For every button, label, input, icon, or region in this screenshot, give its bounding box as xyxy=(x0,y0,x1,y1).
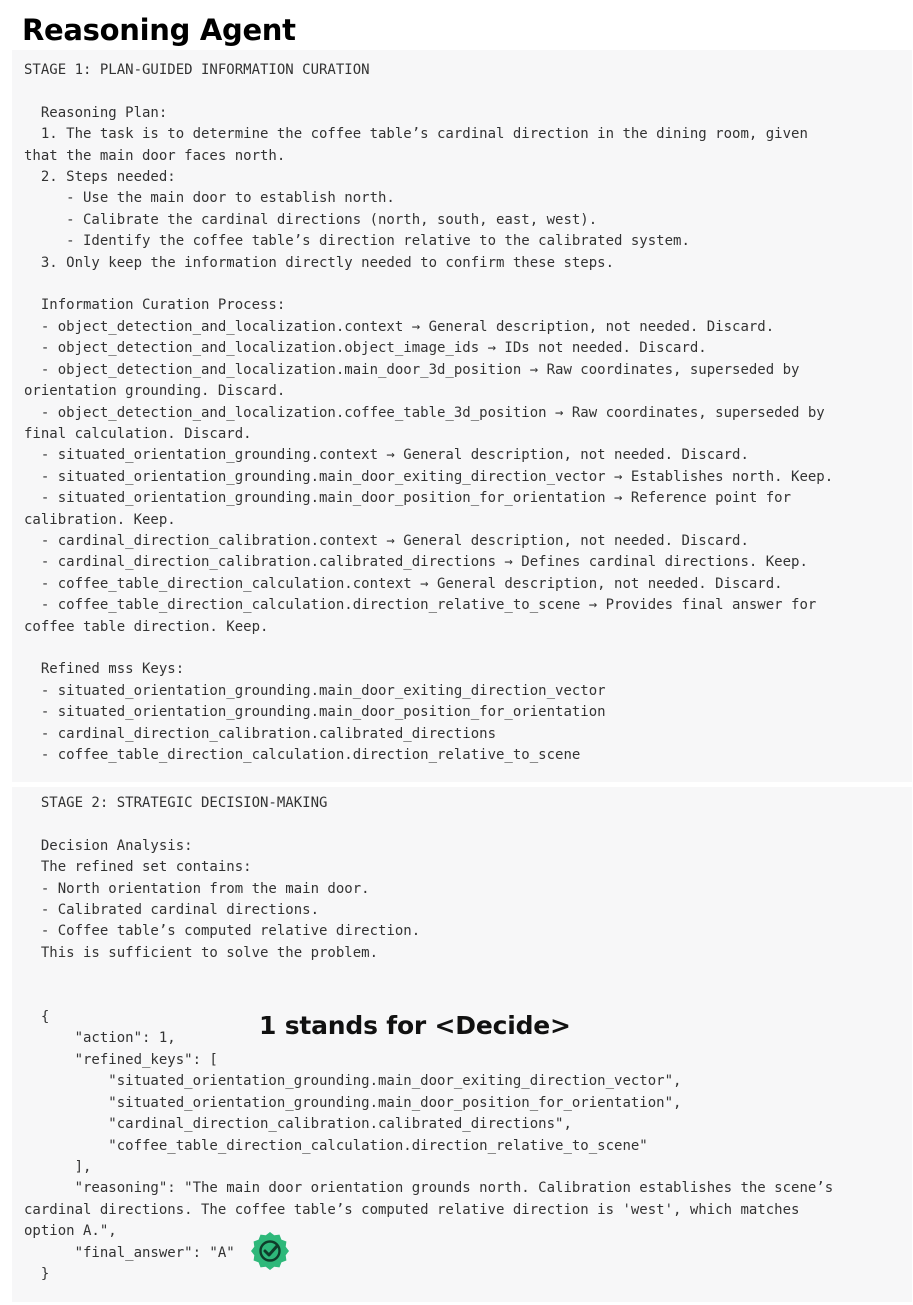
action-annotation: 1 stands for <Decide> xyxy=(259,1011,571,1040)
stage-1-text: STAGE 1: PLAN-GUIDED INFORMATION CURATION Reasoning Plan: 1. The task is to determine the coffee table’s cardinal direction in the dining room, given that the main door faces north. 2. Steps needed: - Use the main door to establish north. - Calibrate the cardinal directions (north, south, east, west). - Identify the coffee table’s direction relative to the calibrated system. 3. Only keep the information directly needed to confirm these steps. Information Curation Process: - object_detection_and_localization.context → General description, not needed. Discard. - object_detection_and_localization.object_image_ids → IDs not needed. Discard. - object_detection_and_localization.main_door_3d_position → Raw coordinates, superseded by orientation grounding. Discard. - object_detection_and_localization.coffee_table_3d_position → Raw coordinates, superseded by final calculation. Discard. - situated_orientation_grounding.context → General description, not needed. Discard. - situated_orientation_grounding.main_door_exiting_direction_vector → Establishes north. Keep. - situated_orientation_grounding.main_door_position_for_orientation → Reference point for calibration. Keep. - cardinal_direction_calibration.context → General description, not needed. Discard. - cardinal_direction_calibration.calibrated_directions → Defines cardinal directions. Keep. - coffee_table_direction_calculation.context → General description, not needed. Discard. - coffee_table_direction_calculation.direction_relative_to_scene → Provides final answer for coffee table direction. Keep. Refined mss Keys: - situated_orientation_grounding.main_door_exiting_direction_vector - situated_orientation_grounding.main_door_position_for_orientation - cardinal_direction_calibration.calibrated_directions - coffee_table_direction_calculation.direction_relative_to_scene xyxy=(24,62,834,763)
verified-check-icon xyxy=(250,1230,290,1270)
page-title: Reasoning Agent xyxy=(22,13,296,47)
stage-1-panel xyxy=(12,50,912,782)
stage-2-panel xyxy=(12,787,912,1302)
stage-2-text: STAGE 2: STRATEGIC DECISION-MAKING Decision Analysis: The refined set contains: - North orientation from the main door. - Calibrated cardinal directions. - Coffee table’s computed relative direction. This is sufficient to solve the problem. { "action": 1, "refined_keys": [ "situated_orientation_grounding.main_door_exiting_direction_vector", "situated_orientation_grounding.main_door_position_for_orientation", "cardinal_direction_calibration.calibrated_directions", "coffee_table_direction_calculation.direction_relative_to_scene" ], "reasoning": "The main door orientation grounds north. Calibration establishes the scene’s cardinal directions. The coffee table’s computed relative direction is 'west', which matches option A.", "final_answer": "A" } xyxy=(24,795,834,1282)
